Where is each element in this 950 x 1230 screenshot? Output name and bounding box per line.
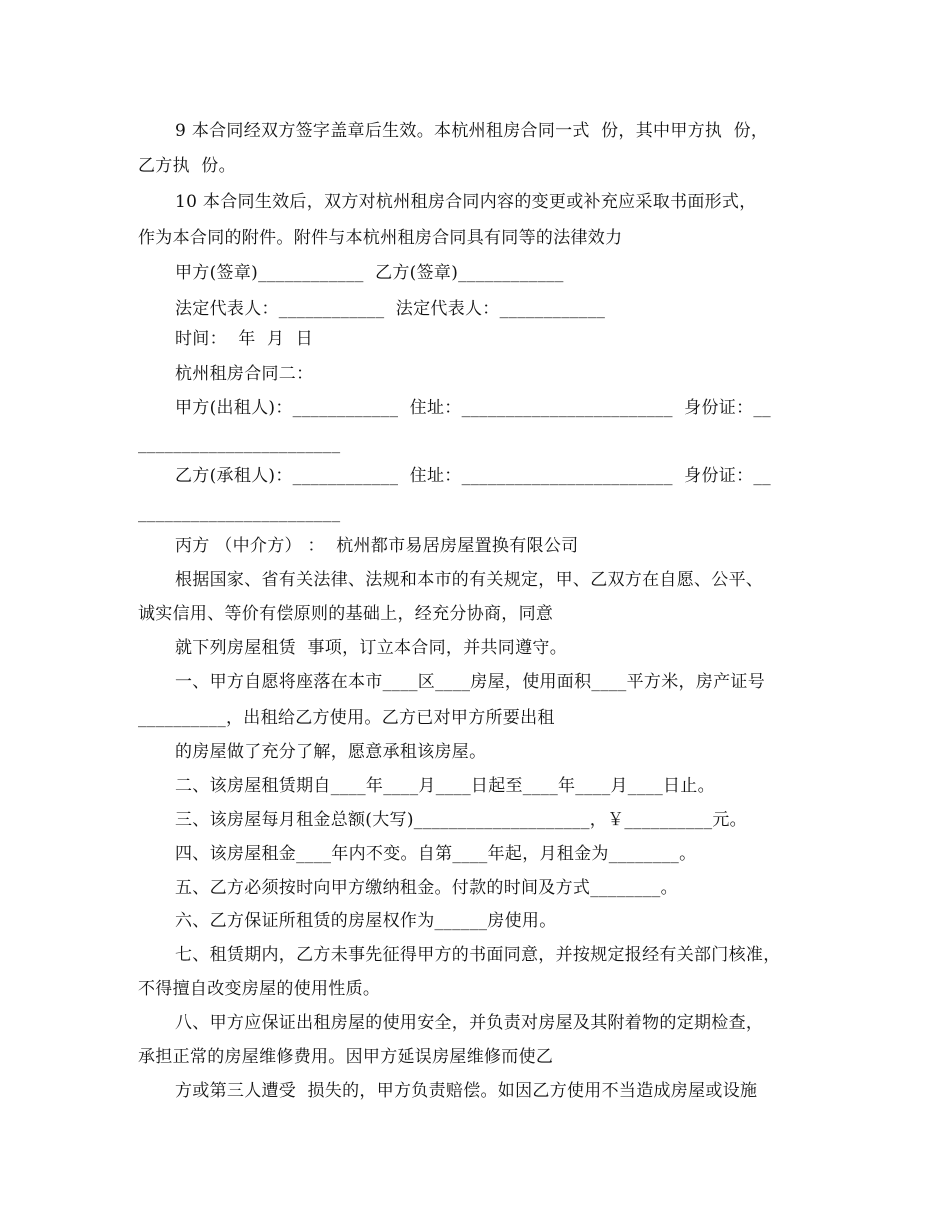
clause-10-line-2: 作为本合同的附件。附件与本杭州租房合同具有同等的法律效力 bbox=[138, 228, 623, 248]
signature-row: 甲方(签章)____________ 乙方(签章)____________ bbox=[175, 263, 564, 283]
article-1-line-1: 一、甲方自愿将座落在本市____区____房屋，使用面积____平方米，房产证号 bbox=[175, 672, 765, 692]
clause-9-line-1: 9 本合同经双方签字盖章后生效。本杭州租房合同一式 份，其中甲方执 份， bbox=[175, 121, 769, 141]
article-1-line-3: 的房屋做了充分了解，愿意承租该房屋。 bbox=[175, 742, 487, 762]
article-8-line-2: 承担正常的房屋维修费用。因甲方延误房屋维修而使乙 bbox=[138, 1047, 554, 1067]
party-b-info: 乙方(承租人)：____________ 住址：________________________ 身份证：__ bbox=[175, 466, 771, 486]
preamble-line-1: 根据国家、省有关法律、法规和本市的有关规定，甲、乙双方在自愿、公平、 bbox=[175, 570, 764, 590]
article-6: 六、乙方保证所租赁的房屋权作为______房使用。 bbox=[175, 911, 557, 931]
party-b-id-blank: _______________________ bbox=[138, 503, 341, 523]
article-1-line-2: __________，出租给乙方使用。乙方已对甲方所要出租 bbox=[138, 708, 555, 728]
article-7-line-2: 不得擅自改变房屋的使用性质。 bbox=[138, 979, 381, 999]
article-8-line-1: 八、甲方应保证出租房屋的使用安全，并负责对房屋及其附着物的定期检查， bbox=[175, 1013, 764, 1033]
article-7-line-1: 七、租赁期内，乙方未事先征得甲方的书面同意，并按规定报经有关部门核准， bbox=[175, 945, 781, 965]
article-4: 四、该房屋租金____年内不变。自第____年起，月租金为________。 bbox=[175, 844, 697, 864]
party-c-info: 丙方 （中介方） ： 杭州都市易居房屋置换有限公司 bbox=[175, 536, 579, 556]
date-row: 时间： 年 月 日 bbox=[175, 329, 314, 349]
contract-two-heading: 杭州租房合同二： bbox=[175, 364, 314, 384]
clause-10-line-1: 10 本合同生效后，双方对杭州租房合同内容的变更或补充应采取书面形式， bbox=[175, 192, 757, 212]
clause-9-line-2: 乙方执 份。 bbox=[138, 156, 236, 176]
article-8-line-3: 方或第三人遭受 损失的，甲方负责赔偿。如因乙方使用不当造成房屋或设施 bbox=[175, 1081, 758, 1101]
preamble-line-2: 诚实信用、等价有偿原则的基础上，经充分协商，同意 bbox=[138, 604, 554, 624]
legal-representative-row: 法定代表人：____________ 法定代表人：____________ bbox=[175, 299, 606, 319]
article-2: 二、该房屋租赁期自____年____月____日起至____年____月____日止。 bbox=[175, 776, 715, 796]
preamble-line-3: 就下列房屋租赁 事项，订立本合同，并共同遵守。 bbox=[175, 638, 568, 658]
article-5: 五、乙方必须按时向甲方缴纳租金。付款的时间及方式________。 bbox=[175, 878, 678, 898]
article-3: 三、该房屋每月租金总额(大写)____________________，￥__________元。 bbox=[175, 810, 747, 830]
party-a-id-blank: _______________________ bbox=[138, 434, 341, 454]
party-a-info: 甲方(出租人)：____________ 住址：________________________ 身份证：__ bbox=[175, 398, 771, 418]
